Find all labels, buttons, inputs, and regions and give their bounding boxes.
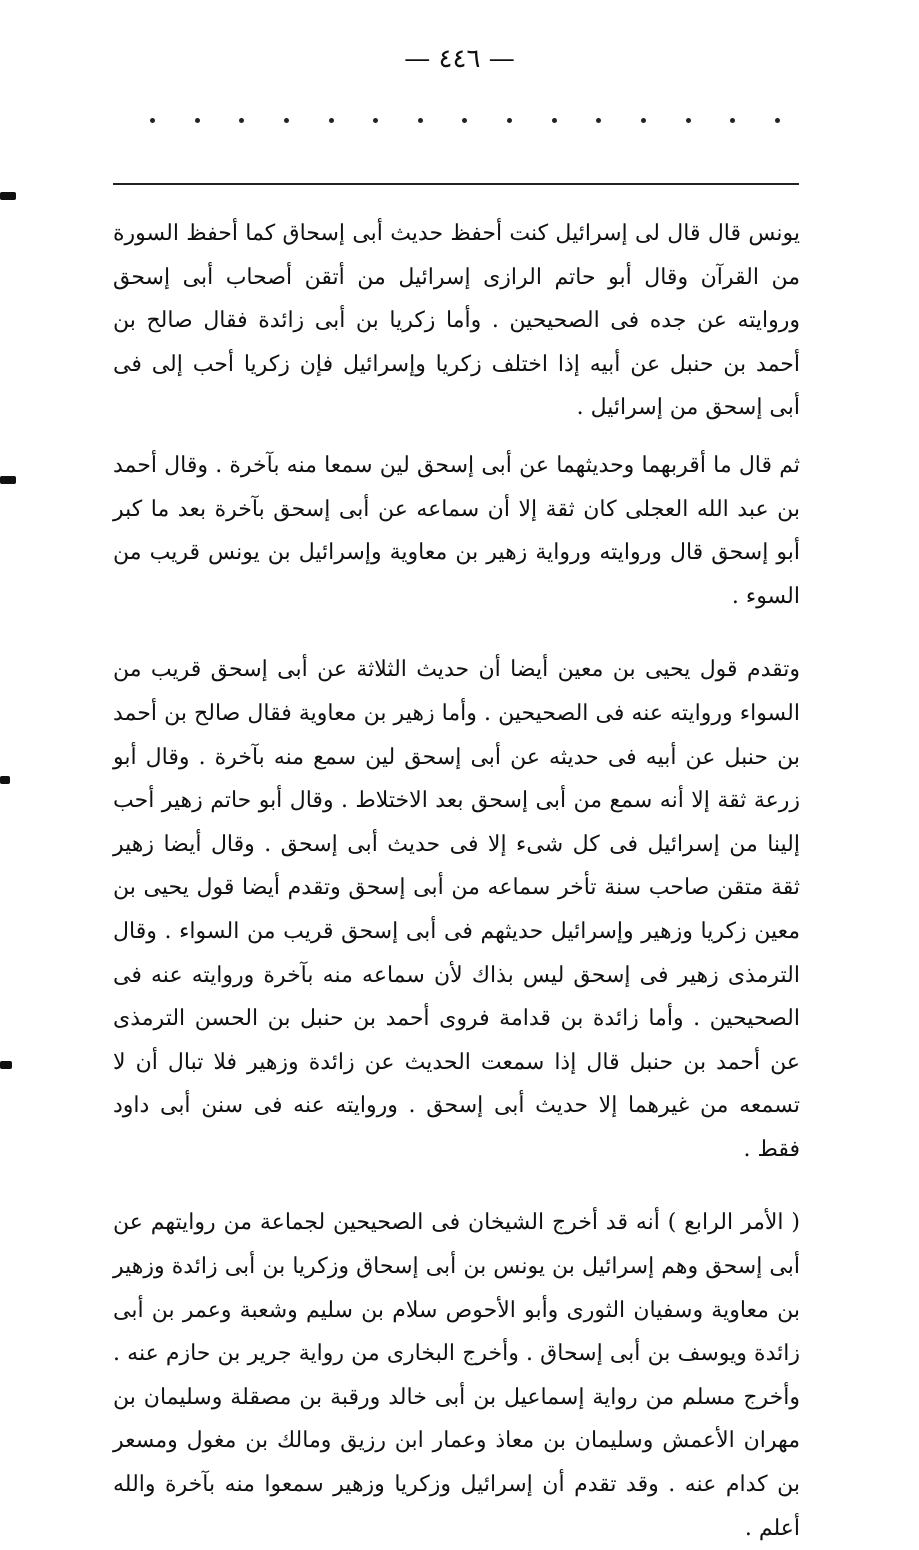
- ellipsis-dot: [730, 118, 735, 123]
- horizontal-rule: [113, 183, 799, 185]
- paragraph: ثم قال ما أقربهما وحديثهما عن أبى إسحق لين سمعا منه بآخرة . وقال أحمد بن عبد الله العجلى كان ثقة إلا أن سماعه عن أبى إسحق بآخرة بعد ما كبر أبو إسحق قال وروايته ورواية زهير بن معاوية وإسرائيل بن يونس قريب من السوء .: [113, 452, 800, 609]
- margin-mark: [0, 776, 10, 784]
- body-text: [113, 212, 800, 1550]
- page-number: — ٤٤٦ —: [404, 44, 515, 74]
- ellipsis-dot: [775, 118, 780, 123]
- margin-mark: [0, 1061, 12, 1069]
- ellipsis-dot: [462, 118, 467, 123]
- ellipsis-dot: [373, 118, 378, 123]
- ellipsis-dot: [239, 118, 244, 123]
- margin-mark: [0, 476, 16, 484]
- margin-mark: [0, 192, 16, 200]
- ellipsis-dot: [507, 118, 512, 123]
- ellipsis-dot: [418, 118, 423, 123]
- ellipsis-dot: [686, 118, 691, 123]
- ellipsis-dot: [552, 118, 557, 123]
- ellipsis-row: [150, 118, 780, 123]
- ellipsis-dot: [195, 118, 200, 123]
- ellipsis-dot: [150, 118, 155, 123]
- ellipsis-dot: [284, 118, 289, 123]
- paragraph: وتقدم قول يحيى بن معين أيضا أن حديث الثلاثة عن أبى إسحق قريب من السواء وروايته عنه فى الصحيحين . وأما زهير بن معاوية فقال صالح بن أحمد بن حنبل عن أبيه فى حديثه عن أبى إسحق لين سمع منه بآخرة . وقال أبو زرعة ثقة إلا أنه سمع من أبى إسحق بعد الاختلاط . وقال أبو حاتم زهير أحب إلينا من إسرائيل فى كل شىء إلا فى حديث أبى إسحق . وقال أيضا زهير ثقة متقن صاحب سنة تأخر سماعه من أبى إسحق وتقدم أيضا قول يحيى بن معين زكريا وزهير وإسرائيل حديثهم فى أبى إسحق قريب من السواء . وقال الترمذى زهير فى إسحق ليس بذاك لأن سماعه منه بآخرة وروايته عنه فى الصحيحين . وأما زائدة بن قدامة فروى أحمد بن حنبل بن الحسن الترمذى عن أحمد بن حنبل قال إذا سمعت الحديث عن زائدة وزهير فلا تبال أن لا تسمعه من غيرهما إلا حديث أبى إسحق . وروايته عنه فى سنن أبى داود فقط .: [113, 657, 800, 1162]
- ellipsis-dot: [641, 118, 646, 123]
- paragraph: يونس قال قال لى إسرائيل كنت أحفظ حديث أبى إسحاق كما أحفظ السورة من القرآن وقال أبو حاتم الرازى إسرائيل من أتقن أصحاب أبى إسحق وروايته عن جده فى الصحيحين . وأما زكريا بن أبى زائدة فقال صالح بن أحمد بن حنبل عن أبيه إذا اختلف زكريا وإسرائيل فإن زكريا أحب إلى فى أبى إسحق من إسرائيل .: [113, 221, 800, 421]
- ellipsis-dot: [596, 118, 601, 123]
- paragraph: ( الأمر الرابع ) أنه قد أخرج الشيخان فى الصحيحين لجماعة من روايتهم عن أبى إسحق وهم إسرائيل بن يونس بن أبى إسحاق وزكريا بن أبى زائدة وزهير بن معاوية وسفيان الثورى وأبو الأحوص سلام بن سليم وشعبة وعمر بن أبى زائدة ويوسف بن أبى إسحاق . وأخرج البخارى من رواية جرير بن حازم عنه . وأخرج مسلم من رواية إسماعيل بن أبى خالد ورقبة بن مصقلة وسليمان بن مهران الأعمش وسليمان بن معاذ وعمار ابن رزيق ومالك بن مغول ومسعر بن كدام عنه . وقد تقدم أن إسرائيل وزكريا وزهير سمعوا منه بآخرة والله أعلم .: [113, 1210, 800, 1541]
- ellipsis-dot: [329, 118, 334, 123]
